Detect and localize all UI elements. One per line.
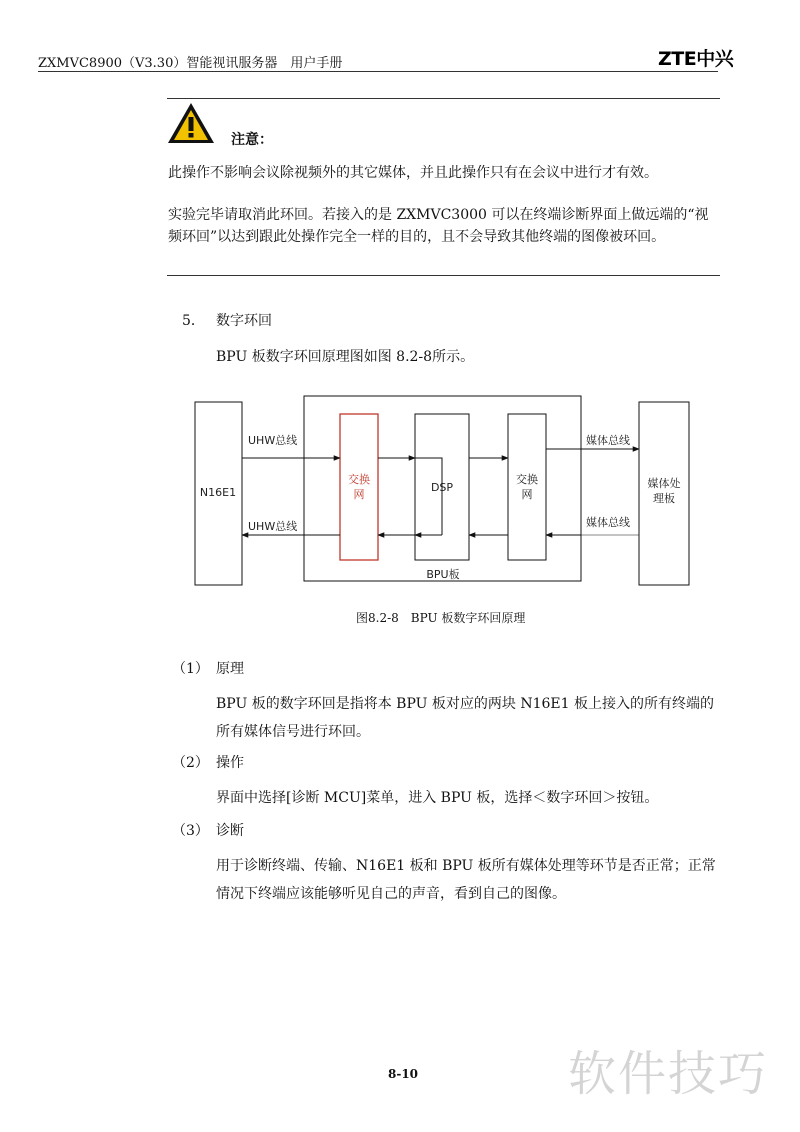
watermark: 软件技巧 bbox=[568, 1046, 769, 1102]
dsp-loop-line bbox=[415, 458, 442, 535]
section-number: 5． bbox=[182, 313, 205, 329]
page-number: 8-10 bbox=[388, 1067, 419, 1081]
note-top-rule bbox=[167, 98, 720, 99]
media-board-label: 媒体处 bbox=[647, 477, 681, 490]
dsp-label: DSP bbox=[430, 481, 454, 494]
item-title: 操作 bbox=[216, 755, 244, 771]
media-board-label: 理板 bbox=[653, 492, 675, 505]
item-text: BPU 板的数字环回是指将本 BPU 板对应的两块 N16E1 板上接入的所有终端的所有媒体信号进行环回。 bbox=[216, 696, 714, 740]
switch-network-1 bbox=[340, 414, 378, 560]
note-paragraph: 此操作不影响会议除视频外的其它媒体，并且此操作只有在会议中进行才有效。 bbox=[168, 165, 658, 181]
section-title: 数字环回 bbox=[216, 313, 272, 329]
uhw-bottom-label: UHW总线 bbox=[248, 520, 298, 533]
header-divider bbox=[38, 71, 718, 72]
document-title: ZXMVC8900（V3.30）智能视讯服务器 用户手册 bbox=[38, 56, 343, 71]
switch-2-label: 交换 bbox=[516, 473, 538, 486]
bpu-board-label: BPU板 bbox=[426, 568, 460, 581]
item-title: 原理 bbox=[216, 661, 244, 677]
switch-2-label: 网 bbox=[521, 488, 533, 501]
n16e1-label: N16E1 bbox=[199, 486, 237, 499]
item-title: 诊断 bbox=[216, 823, 244, 839]
digital-loopback-diagram bbox=[190, 392, 700, 592]
item-text: 用于诊断终端、传输、N16E1 板和 BPU 板所有媒体处理等环节是否正常；正常情况下终端应该能够听见自己的声音，看到自己的图像。 bbox=[216, 858, 716, 902]
media-bottom-label: 媒体总线 bbox=[586, 516, 630, 529]
media-top-label: 媒体总线 bbox=[586, 434, 630, 447]
note-bottom-rule bbox=[167, 275, 720, 276]
switch-1-label: 交换 bbox=[348, 473, 370, 486]
zte-logo: ZTE中兴 bbox=[658, 48, 734, 70]
warning-icon bbox=[166, 101, 216, 145]
item-number: （1） bbox=[172, 661, 209, 677]
figure-caption: 图8.2-8 BPU 板数字环回原理 bbox=[356, 611, 526, 625]
item-number: （3） bbox=[172, 823, 209, 839]
note-label: 注意： bbox=[231, 132, 273, 148]
note-paragraph: 实验完毕请取消此环回。若接入的是 ZXMVC3000 可以在终端诊断界面上做远端的“视频环回”以达到跟此处操作完全一样的目的，且不会导致其他终端的图像被环回。 bbox=[168, 207, 709, 245]
uhw-top-label: UHW总线 bbox=[248, 434, 298, 447]
item-number: （2） bbox=[172, 755, 209, 771]
switch-1-label: 网 bbox=[353, 488, 365, 501]
item-text: 界面中选择[诊断 MCU]菜单，进入 BPU 板，选择＜数字环回＞按钮。 bbox=[216, 790, 659, 806]
switch-network-2 bbox=[508, 414, 546, 560]
section-intro: BPU 板数字环回原理图如图 8.2-8所示。 bbox=[216, 349, 475, 365]
